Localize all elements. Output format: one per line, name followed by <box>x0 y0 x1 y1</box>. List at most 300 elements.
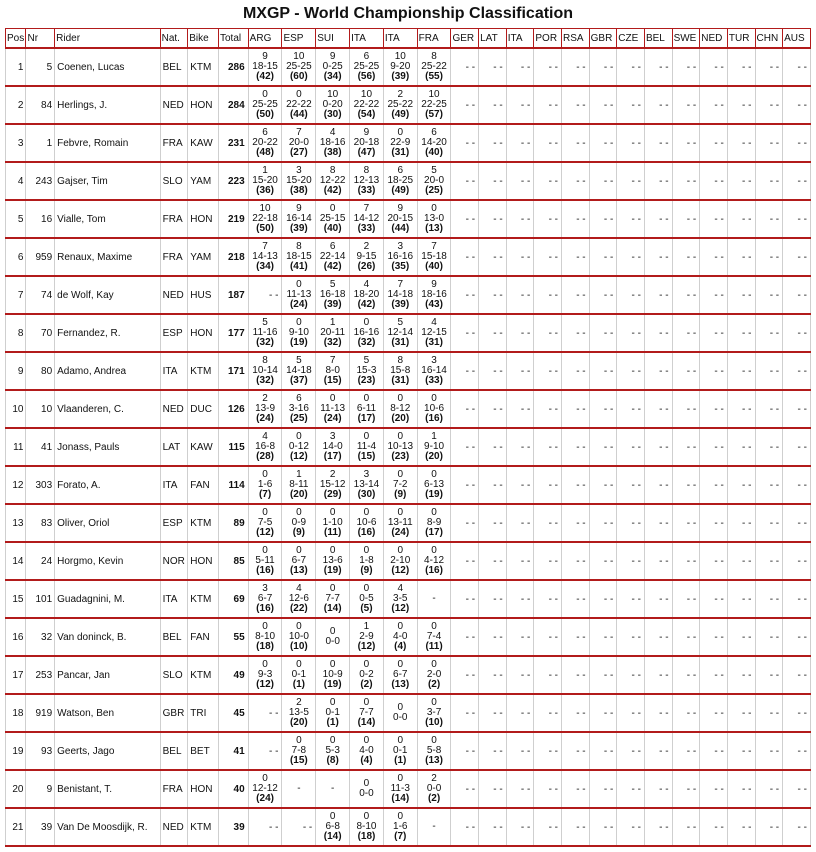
gp-result-cell <box>383 86 417 124</box>
nationality-cell: FRA <box>160 200 188 238</box>
future-event-cell: - - <box>479 504 507 542</box>
gp-result-empty: - - <box>248 732 282 770</box>
position-cell: 2 <box>6 86 26 124</box>
future-event-cell: - - <box>672 48 700 86</box>
future-event-cell: - - <box>589 390 617 428</box>
gp-event-total: (34) <box>323 71 342 82</box>
future-event-cell: - - <box>644 314 672 352</box>
gp-event-total: (18) <box>256 641 274 652</box>
table-row <box>6 542 811 580</box>
gp-race-results: 15-18 <box>421 251 447 262</box>
gp-result-cell <box>282 352 316 390</box>
future-event-cell: - - <box>451 656 479 694</box>
number-cell: 959 <box>26 238 55 276</box>
future-event-cell: - - <box>617 770 645 808</box>
gp-bonus-points: 10 <box>360 89 373 100</box>
gp-race-results: 3-16 <box>288 403 309 414</box>
future-event-cell: - - <box>534 770 562 808</box>
gp-bonus-points: 1 <box>329 317 336 328</box>
gp-result-cell <box>383 808 417 846</box>
gp-bonus-points: 6 <box>397 165 404 176</box>
gp-bonus-points: 0 <box>262 469 268 480</box>
nationality-cell: ITA <box>160 352 188 390</box>
gp-event-total: (56) <box>357 71 376 82</box>
gp-result-cell <box>417 770 451 808</box>
future-event-cell: - - <box>727 428 755 466</box>
gp-race-results: 11-13 <box>286 289 312 300</box>
table-row <box>6 162 811 200</box>
gp-result-cell <box>248 580 282 618</box>
future-event-cell: - - <box>479 466 507 504</box>
gp-result-cell <box>383 428 417 466</box>
future-event-cell: - - <box>644 542 672 580</box>
nationality-cell: ESP <box>160 504 188 542</box>
future-event-cell: - - <box>755 542 783 580</box>
gp-bonus-points: 0 <box>363 583 370 594</box>
total-points-cell: 39 <box>218 808 248 846</box>
gp-bonus-points: 5 <box>329 279 336 290</box>
gp-race-results: 5-3 <box>325 745 340 756</box>
future-event-cell: - - <box>755 276 783 314</box>
gp-bonus-points: 9 <box>329 51 336 62</box>
header-gp-2: SUI <box>316 29 350 49</box>
future-event-cell: - - <box>534 656 562 694</box>
future-event-cell: - - <box>727 238 755 276</box>
nationality-cell: SLO <box>160 656 188 694</box>
gp-event-total: (11) <box>324 527 342 538</box>
gp-result-cell <box>383 200 417 238</box>
gp-result-cell <box>350 390 384 428</box>
gp-result-cell <box>350 580 384 618</box>
gp-race-results: 22-9 <box>390 137 411 148</box>
nationality-cell: NED <box>160 276 188 314</box>
future-event-cell: - - <box>506 466 534 504</box>
future-event-cell: - - <box>755 808 783 846</box>
future-event-cell: - - <box>506 732 534 770</box>
gp-event-total: (25) <box>425 185 443 196</box>
gp-race-results: 0-0 <box>393 712 408 723</box>
future-event-cell: - - <box>617 694 645 732</box>
gp-bonus-points: 7 <box>329 355 336 366</box>
gp-result-cell <box>350 352 384 390</box>
gp-result-cell <box>316 732 350 770</box>
gp-bonus-points: 4 <box>329 127 336 138</box>
gp-race-results: 2-10 <box>390 555 411 566</box>
gp-result-cell <box>383 238 417 276</box>
gp-bonus-points: 6 <box>363 51 370 62</box>
gp-event-total: (12) <box>391 603 410 614</box>
gp-event-total: (42) <box>357 299 376 310</box>
gp-event-total: (13) <box>425 755 443 766</box>
future-event-cell: - - <box>479 276 507 314</box>
gp-bonus-points: 0 <box>431 507 437 518</box>
gp-race-results: 13-0 <box>424 213 445 224</box>
gp-result-empty: - - <box>248 694 282 732</box>
gp-bonus-points: 7 <box>363 203 370 214</box>
gp-event-total: (15) <box>357 451 376 462</box>
gp-event-total: (27) <box>289 147 308 158</box>
future-event-cell: - - <box>506 390 534 428</box>
gp-result-cell <box>350 694 384 732</box>
gp-bonus-points: 0 <box>329 545 336 556</box>
total-points-cell: 45 <box>218 694 248 732</box>
future-event-cell: - - <box>562 656 590 694</box>
gp-result-cell <box>350 428 384 466</box>
future-event-cell: - - <box>451 124 479 162</box>
number-cell: 39 <box>26 808 55 846</box>
gp-result-cell <box>417 618 451 656</box>
number-cell: 243 <box>26 162 55 200</box>
number-cell: 70 <box>26 314 55 352</box>
gp-result-cell <box>282 694 316 732</box>
future-event-cell: - - <box>534 504 562 542</box>
gp-result-cell <box>417 504 451 542</box>
gp-result-cell <box>316 808 350 846</box>
gp-result-cell <box>316 466 350 504</box>
gp-bonus-points: 0 <box>397 621 404 632</box>
gp-race-results: 0-12 <box>288 441 309 452</box>
gp-event-total: (5) <box>360 603 373 614</box>
gp-bonus-points: 0 <box>296 621 302 632</box>
future-event-cell: - - <box>506 580 534 618</box>
gp-race-results: 22-18 <box>252 213 278 224</box>
gp-bonus-points: 9 <box>296 203 302 214</box>
gp-race-results: 9-10 <box>288 327 309 338</box>
gp-result-cell <box>350 86 384 124</box>
rider-name-cell: Guadagnini, M. <box>55 580 160 618</box>
gp-race-results: 10-0 <box>288 631 309 642</box>
gp-event-total: (7) <box>394 831 407 842</box>
future-event-cell: - - <box>451 352 479 390</box>
future-event-cell: - - <box>755 580 783 618</box>
future-event-cell: - - <box>451 504 479 542</box>
future-event-cell: - - <box>727 352 755 390</box>
gp-race-results: 6-8 <box>325 821 340 832</box>
gp-race-results: 5-8 <box>426 745 442 756</box>
number-cell: 1 <box>26 124 55 162</box>
future-event-cell: - - <box>479 238 507 276</box>
nationality-cell: GBR <box>160 694 188 732</box>
gp-result-cell <box>248 86 282 124</box>
gp-result-cell <box>350 542 384 580</box>
future-event-cell: - - <box>644 238 672 276</box>
gp-result-cell <box>282 314 316 352</box>
nationality-cell: NED <box>160 86 188 124</box>
gp-event-total: (19) <box>289 337 308 348</box>
gp-event-total: (16) <box>357 527 376 538</box>
gp-result-cell <box>248 314 282 352</box>
gp-race-results: 6-11 <box>356 403 377 414</box>
future-event-cell: - - <box>700 694 728 732</box>
bike-cell: KTM <box>188 48 219 86</box>
gp-bonus-points: 10 <box>394 51 406 62</box>
gp-race-results: 15-20 <box>252 175 278 186</box>
future-event-cell: - - <box>451 580 479 618</box>
gp-event-total: (7) <box>258 489 272 500</box>
rider-name-cell: Herlings, J. <box>55 86 160 124</box>
future-event-cell: - - <box>755 694 783 732</box>
future-event-cell: - - <box>534 808 562 846</box>
bike-cell: FAN <box>188 466 219 504</box>
table-row <box>6 238 811 276</box>
position-cell: 3 <box>6 124 26 162</box>
future-event-cell: - - <box>589 238 617 276</box>
number-cell: 83 <box>26 504 55 542</box>
future-event-cell: - - <box>534 352 562 390</box>
gp-bonus-points: 7 <box>296 127 302 138</box>
nationality-cell: BEL <box>160 618 188 656</box>
future-event-cell: - - <box>562 48 590 86</box>
gp-event-total: (8) <box>326 755 339 766</box>
future-event-cell: - - <box>479 314 507 352</box>
future-event-cell: - - <box>479 542 507 580</box>
gp-result-cell <box>383 466 417 504</box>
future-event-cell: - - <box>589 808 617 846</box>
future-event-cell: - - <box>755 238 783 276</box>
gp-result-cell <box>282 276 316 314</box>
gp-bonus-points: 0 <box>296 279 302 290</box>
gp-bonus-points: 2 <box>431 773 437 784</box>
gp-result-cell <box>350 466 384 504</box>
future-event-cell: - - <box>451 238 479 276</box>
gp-event-total: (20) <box>425 451 443 462</box>
gp-result-cell <box>316 580 350 618</box>
future-event-cell: - - <box>783 656 811 694</box>
position-cell: 17 <box>6 656 26 694</box>
future-event-cell: - - <box>727 86 755 124</box>
gp-result-cell <box>282 200 316 238</box>
gp-result-cell <box>350 162 384 200</box>
future-event-cell: - - <box>589 352 617 390</box>
future-event-cell: - - <box>700 732 728 770</box>
rider-name-cell: Horgmo, Kevin <box>55 542 160 580</box>
future-event-cell: - - <box>534 390 562 428</box>
header-gp-4: ITA <box>383 29 417 49</box>
gp-event-total: (9) <box>394 489 407 500</box>
gp-event-total: (22) <box>289 603 308 614</box>
future-event-cell: - - <box>672 656 700 694</box>
position-cell: 16 <box>6 618 26 656</box>
future-event-cell: - - <box>783 542 811 580</box>
future-event-cell: - - <box>451 314 479 352</box>
bike-cell: BET <box>188 732 219 770</box>
rider-name-cell: Geerts, Jago <box>55 732 160 770</box>
number-cell: 16 <box>26 200 55 238</box>
gp-race-results: 25-25 <box>286 61 312 72</box>
gp-bonus-points: 5 <box>397 317 404 328</box>
number-cell: 74 <box>26 276 55 314</box>
future-event-cell: - - <box>727 618 755 656</box>
gp-result-cell <box>282 770 316 808</box>
gp-event-total: (49) <box>391 109 410 120</box>
position-cell: 10 <box>6 390 26 428</box>
nationality-cell: FRA <box>160 238 188 276</box>
gp-bonus-points: 0 <box>296 507 302 518</box>
future-event-cell: - - <box>506 48 534 86</box>
gp-race-results: 22-14 <box>319 251 346 262</box>
total-points-cell: 286 <box>218 48 248 86</box>
future-event-cell: - - <box>727 200 755 238</box>
future-event-cell: - - <box>589 428 617 466</box>
gp-race-results: 12-15 <box>421 327 447 338</box>
gp-result-cell <box>248 504 282 542</box>
gp-result-cell <box>350 656 384 694</box>
total-points-cell: 126 <box>218 390 248 428</box>
gp-race-results: 0-0 <box>359 788 374 799</box>
gp-event-total: (50) <box>256 223 274 234</box>
gp-result-cell <box>282 542 316 580</box>
gp-result-cell <box>248 618 282 656</box>
future-event-cell: - - <box>617 580 645 618</box>
table-row <box>6 618 811 656</box>
future-event-cell: - - <box>479 694 507 732</box>
future-event-cell: - - <box>534 124 562 162</box>
future-event-cell: - - <box>589 504 617 542</box>
gp-race-results: 13-14 <box>353 479 380 490</box>
gp-race-results: 0-1 <box>325 707 340 718</box>
future-event-cell: - - <box>534 162 562 200</box>
gp-event-total: (11) <box>425 641 443 652</box>
gp-event-total: (19) <box>323 565 342 576</box>
gp-bonus-points: 0 <box>363 811 370 822</box>
gp-event-total: (33) <box>357 185 376 196</box>
future-event-cell: - - <box>562 124 590 162</box>
gp-event-total: (20) <box>289 717 308 728</box>
future-event-cell: - - <box>589 200 617 238</box>
future-event-cell: - - <box>451 86 479 124</box>
gp-result-cell <box>417 352 451 390</box>
nationality-cell: BEL <box>160 48 188 86</box>
gp-bonus-points: 3 <box>262 583 268 594</box>
gp-bonus-points: 0 <box>262 773 268 784</box>
position-cell: 4 <box>6 162 26 200</box>
future-event-cell: - - <box>672 732 700 770</box>
future-event-cell: - - <box>644 124 672 162</box>
future-event-cell: - - <box>617 124 645 162</box>
gp-event-total: (13) <box>391 679 410 690</box>
future-event-cell: - - <box>672 86 700 124</box>
gp-bonus-points: 0 <box>329 626 336 637</box>
gp-race-results: 12-13 <box>353 175 380 186</box>
gp-result-cell <box>282 86 316 124</box>
future-event-cell: - - <box>783 162 811 200</box>
gp-event-total: (24) <box>391 527 410 538</box>
future-event-cell: - - <box>700 390 728 428</box>
position-cell: 15 <box>6 580 26 618</box>
future-event-cell: - - <box>534 618 562 656</box>
gp-event-total: (44) <box>391 223 410 234</box>
gp-bonus-points: 8 <box>397 355 404 366</box>
gp-bonus-points: 0 <box>431 621 437 632</box>
gp-result-cell <box>316 276 350 314</box>
gp-result-cell <box>350 808 384 846</box>
gp-race-results: 20-22 <box>252 137 278 148</box>
future-event-cell: - - <box>562 428 590 466</box>
bike-cell: HON <box>188 314 219 352</box>
table-row <box>6 48 811 86</box>
gp-event-total: (15) <box>323 375 342 386</box>
gp-race-results: 13-6 <box>322 555 343 566</box>
gp-bonus-points: 0 <box>363 735 370 746</box>
future-event-cell: - - <box>700 466 728 504</box>
gp-race-results: 25-15 <box>319 213 346 224</box>
gp-bonus-points: 0 <box>262 621 268 632</box>
gp-result-cell <box>417 162 451 200</box>
gp-result-cell <box>417 48 451 86</box>
future-event-cell: - - <box>506 276 534 314</box>
gp-event-total: (12) <box>256 527 274 538</box>
gp-race-results: 18-16 <box>319 137 346 148</box>
future-event-cell: - - <box>755 732 783 770</box>
gp-result-cell <box>248 390 282 428</box>
bike-cell: KTM <box>188 504 219 542</box>
bike-cell: HON <box>188 770 219 808</box>
rider-name-cell: Adamo, Andrea <box>55 352 160 390</box>
gp-bonus-points: 0 <box>329 583 336 594</box>
gp-bonus-points: 8 <box>363 165 370 176</box>
gp-bonus-points: 0 <box>296 89 302 100</box>
gp-event-total: (4) <box>360 755 373 766</box>
gp-result-cell <box>350 732 384 770</box>
gp-race-results: 7-7 <box>359 707 374 718</box>
gp-event-total: (10) <box>425 717 443 728</box>
gp-bonus-points: 0 <box>262 545 268 556</box>
nationality-cell: FRA <box>160 770 188 808</box>
classification-table <box>5 28 811 847</box>
total-points-cell: 55 <box>218 618 248 656</box>
future-event-cell: - - <box>755 162 783 200</box>
future-event-cell: - - <box>700 276 728 314</box>
future-event-cell: - - <box>672 162 700 200</box>
gp-bonus-points: 6 <box>296 393 302 404</box>
gp-bonus-points: 8 <box>431 51 437 62</box>
future-event-cell: - - <box>755 428 783 466</box>
number-cell: 303 <box>26 466 55 504</box>
total-points-cell: 69 <box>218 580 248 618</box>
future-event-cell: - - <box>617 238 645 276</box>
future-event-cell: - - <box>755 618 783 656</box>
gp-race-results: 13-5 <box>288 707 309 718</box>
nationality-cell: ESP <box>160 314 188 352</box>
gp-result-cell <box>417 656 451 694</box>
future-event-cell: - - <box>589 276 617 314</box>
future-event-cell: - - <box>617 466 645 504</box>
future-event-cell: - - <box>700 314 728 352</box>
future-event-cell: - - <box>672 276 700 314</box>
gp-race-results: 12-6 <box>288 593 309 604</box>
gp-race-results: 13-9 <box>255 403 276 414</box>
future-event-cell: - - <box>589 48 617 86</box>
gp-race-results: 10-6 <box>424 403 445 414</box>
gp-race-results: 10-6 <box>356 517 377 528</box>
future-event-cell: - - <box>617 732 645 770</box>
bike-cell: HON <box>188 200 219 238</box>
gp-race-results: 16-14 <box>286 213 312 224</box>
position-cell: 20 <box>6 770 26 808</box>
future-event-cell: - - <box>534 200 562 238</box>
future-event-cell: - - <box>700 656 728 694</box>
number-cell: 41 <box>26 428 55 466</box>
gp-result-cell <box>417 542 451 580</box>
future-event-cell: - - <box>755 314 783 352</box>
future-event-cell: - - <box>783 48 811 86</box>
gp-result-cell <box>383 314 417 352</box>
gp-race-results: 8-9 <box>426 517 442 528</box>
bike-cell: KTM <box>188 580 219 618</box>
gp-race-results: 20-0 <box>424 175 445 186</box>
gp-event-total: (40) <box>323 223 342 234</box>
gp-race-results: 11-13 <box>320 403 346 414</box>
